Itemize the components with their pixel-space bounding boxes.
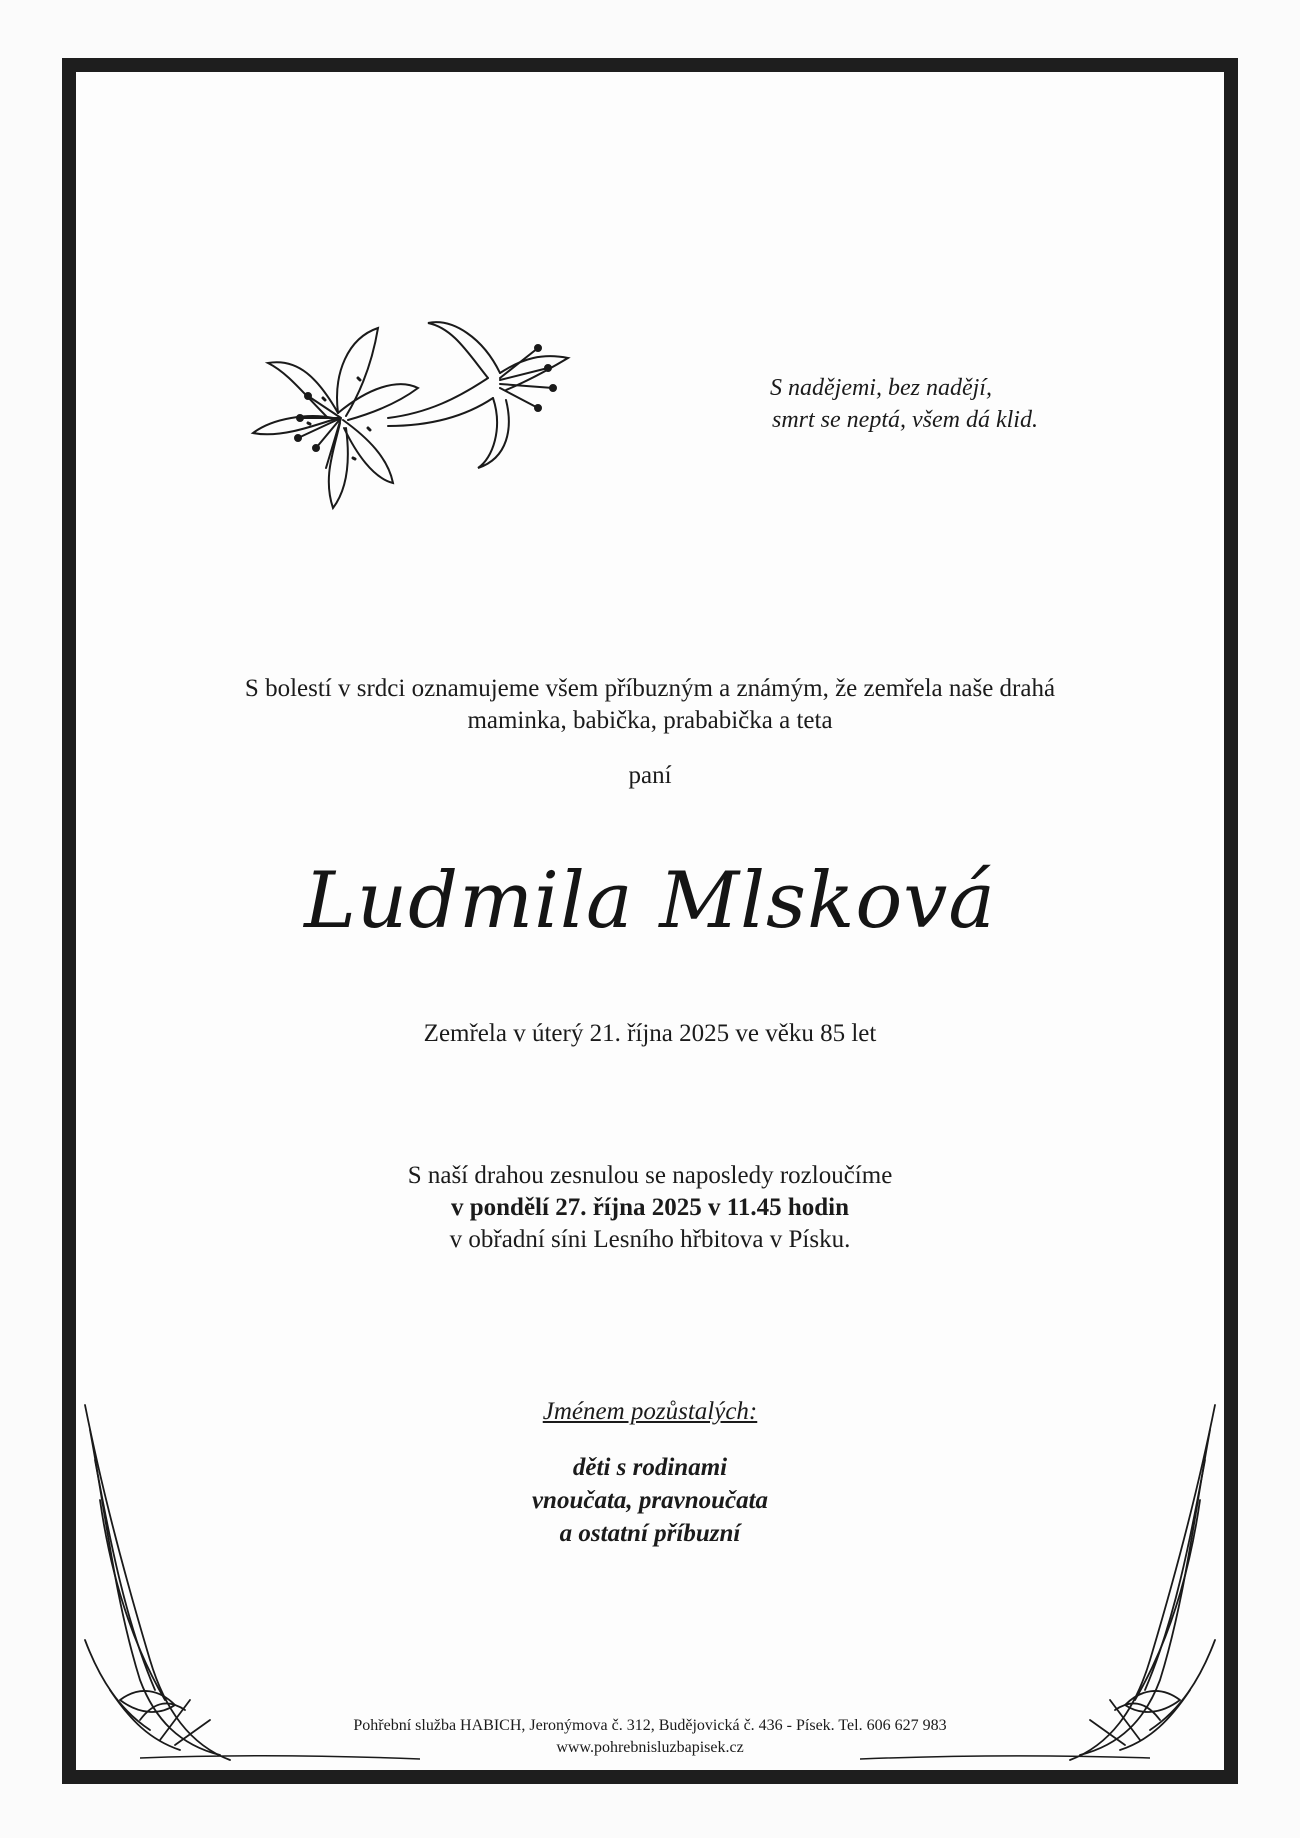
announcement-text [110,673,1190,737]
survivors-line: vnoučata, pravnoučata [531,1487,769,1514]
funeral-service-website: www.pohrebnisluzbapisek.cz [556,1739,744,1756]
motto-line-2: smrt se neptá, všem dá klid. [772,407,1038,433]
lily-flower-icon [238,318,588,518]
deceased-name: Ludmila Mlsková [304,856,996,946]
survivors-heading: Jménem pozůstalých: [542,1398,758,1425]
survivors-line: děti s rodinami [572,1454,728,1481]
honorific: paní [628,762,672,789]
survivors-line: a ostatní příbuzní [559,1520,741,1547]
farewell-info [110,1160,1190,1256]
motto-verse [770,372,1100,436]
funeral-service-footer [110,1715,1190,1759]
announcement-line-2: maminka, babička, prababička a teta [467,707,833,734]
farewell-place: v obřadní síni Lesního hřbitova v Písku. [449,1226,851,1253]
funeral-service-address: Pohřební služba HABICH, Jeronýmova č. 312, Budějovická č. 436 - Písek. Tel. 606 627 983 [353,1717,947,1734]
motto-line-1: S nadějemi, bez nadějí, [770,375,992,401]
survivors-list [110,1451,1190,1550]
death-date: Zemřela v úterý 21. října 2025 ve věku 85 let [423,1020,877,1047]
announcement-line-1: S bolestí v srdci oznamujeme všem příbuzným a známým, že zemřela naše drahá [244,675,1056,702]
farewell-date-time: v pondělí 27. října 2025 v 11.45 hodin [451,1194,849,1221]
farewell-line-1: S naší drahou zesnulou se naposledy rozloučíme [407,1162,893,1189]
